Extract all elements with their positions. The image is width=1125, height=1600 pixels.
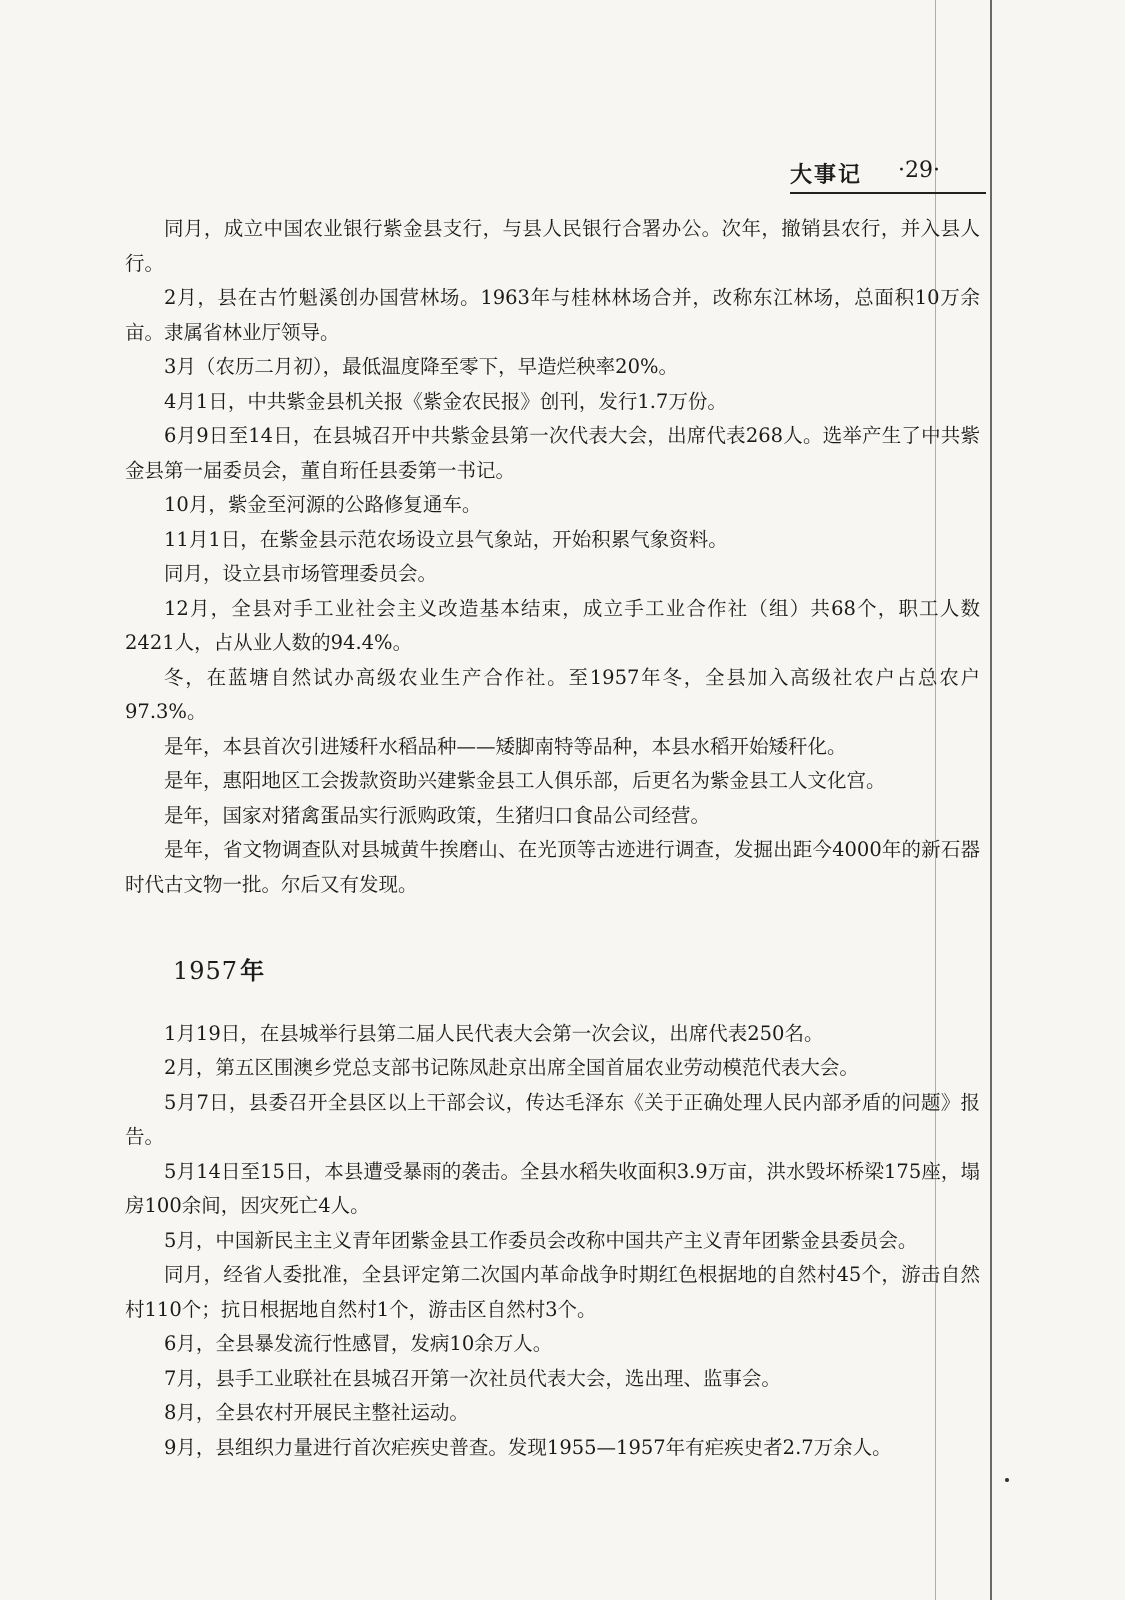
scan-edge-line	[990, 0, 992, 1600]
year-suffix: 年	[240, 957, 266, 985]
entry: 5月14日至15日，本县遭受暴雨的袭击。全县水稻失收面积3.9万亩，洪水毁坏桥梁175座，塌房100余间，因灾死亡4人。	[125, 1159, 980, 1217]
entry: 2月，县在古竹魁溪创办国营林场。1963年与桂林林场合并，改称东江林场，总面积10万余亩。隶属省林业厅领导。	[125, 286, 980, 344]
scan-speck	[1005, 1478, 1009, 1482]
entry: 3月（农历二月初），最低温度降至零下，早造烂秧率20%。	[164, 355, 678, 378]
entry: 同月，设立县市场管理委员会。	[164, 562, 438, 585]
entry: 9月，县组织力量进行首次疟疾史普查。发现1955—1957年有疟疾史者2.7万余人。	[164, 1435, 892, 1459]
entries-1957	[125, 1017, 980, 1466]
entry: 同月，成立中国农业银行紫金县支行，与县人民银行合署办公。次年，撤销县农行，并入县人行。	[125, 217, 980, 275]
entry: 2月，第五区围澳乡党总支部书记陈凤赴京出席全国首届农业劳动模范代表大会。	[164, 1056, 859, 1079]
entry: 5月，中国新民主主义青年团紫金县工作委员会改称中国共产主义青年团紫金县委员会。	[164, 1228, 918, 1252]
entry: 同月，经省人委批准，全县评定第二次国内革命战争时期红色根据地的自然村45个，游击自然村110个；抗日根据地自然村1个，游击区自然村3个。	[125, 1263, 980, 1321]
entry: 冬，在蓝塘自然试办高级农业生产合作社。至1957年冬，全县加入高级社农户占总农户97.3%。	[125, 665, 980, 723]
entry: 8月，全县农村开展民主整社运动。	[164, 1401, 469, 1424]
entry: 7月，县手工业联社在县城召开第一次社员代表大会，选出理、监事会。	[164, 1366, 781, 1390]
entry: 11月1日，在紫金县示范农场设立县气象站，开始积累气象资料。	[164, 527, 728, 551]
entry: 4月1日，中共紫金县机关报《紫金农民报》创刊，发行1.7万份。	[164, 389, 727, 413]
entry: 1月19日，在县城举行县第二届人民代表大会第一次会议，出席代表250名。	[164, 1021, 824, 1045]
entry: 5月7日，县委召开全县区以上干部会议，传达毛泽东《关于正确处理人民内部矛盾的问题》报告。	[125, 1090, 980, 1148]
entry: 是年，国家对猪禽蛋品实行派购政策，生猪归口食品公司经营。	[164, 803, 711, 827]
entries-1956	[125, 212, 980, 902]
entry: 12月，全县对手工业社会主义改造基本结束，成立手工业合作社（组）共68个，职工人数2421人，占从业人数的94.4%。	[125, 596, 980, 654]
entry: 是年，惠阳地区工会拨款资助兴建紫金县工人俱乐部，后更名为紫金县工人文化宫。	[164, 769, 886, 792]
page-body	[125, 212, 980, 1465]
page-number: ·29·	[898, 158, 940, 183]
entry: 是年，本县首次引进矮秆水稻品种——矮脚南特等品种，本县水稻开始矮秆化。	[164, 734, 847, 758]
entry: 6月，全县暴发流行性感冒，发病10余万人。	[164, 1332, 553, 1355]
entry: 6月9日至14日，在县城召开中共紫金县第一次代表大会，出席代表268人。选举产生了中共紫金县第一届委员会，董自珩任县委第一书记。	[125, 424, 980, 482]
section-title: 大事记	[790, 163, 863, 188]
year-number: 1957	[173, 957, 239, 985]
entry: 是年，省文物调查队对县城黄牛挨磨山、在光顶等古迹进行调查，发掘出距今4000年的新石器时代古文物一批。尔后又有发现。	[125, 838, 980, 896]
year-heading-1957	[173, 954, 980, 989]
entry: 10月，紫金至河源的公路修复通车。	[164, 493, 482, 516]
page-header	[790, 158, 986, 194]
